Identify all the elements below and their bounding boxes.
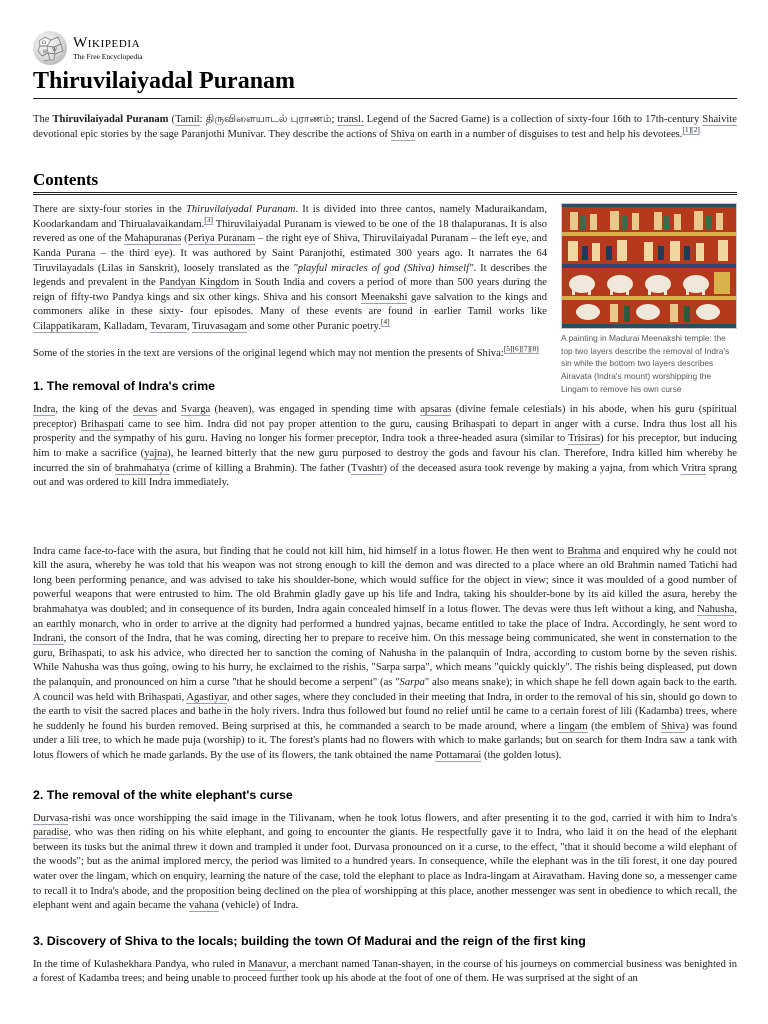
link-lingam[interactable]: lingam	[558, 720, 588, 732]
text: (	[168, 114, 176, 125]
text: sprang out and was ordered to kill Indra immediately.	[33, 462, 737, 489]
article-page	[33, 30, 737, 987]
link-kanda-purana[interactable]: Kanda Purana	[33, 247, 96, 259]
italic-text: Thiruvilaiyadal Puranam	[185, 204, 296, 216]
text: , and other sages, where they concluded in their meeting that Indra, in order to the removal of his sin, should go down to the earth to visit the sacred places and bathe in the holy rivers. Indra thus followed but found no relief until he came to a certain forest of lili (Kadamba) trees, where he suddenly he found his burden removed. Being surprised at this, he commanded a search to be made around, where a	[33, 691, 737, 732]
figure-caption: A painting in Madurai Meenakshi temple: the top two layers describe the removal of Indra's sin while the bottom two layers describes Airavata (Indra's mount) worshipping the Lingam to remove his own curse	[561, 333, 730, 394]
text: and	[157, 404, 182, 416]
link-paradise[interactable]: paradise	[33, 827, 69, 839]
text: , the consort of the Indra, that he was coming, directing her to prepare to receive him. On this message being communicated, she went in consternation to the guru, Brihaspati, to ask his advice, who directed her to sanction the coming of Nahusha in the palanquin of Indra, according to custom borne by the seven rishis. While Nahusha was thus going, owing to his hurry, he exclaimed to the rishis, "Sarpa sarpa", which means "quickly quickly". The rishis being displeased, put down the palanquin, and pronounced on him a curse "that he should become a serpent" (as "	[33, 633, 737, 689]
link-meenakshi[interactable]: Meenakshi	[360, 291, 408, 303]
text: Indra came face-to-face with the asura, but finding that he could not kill him, hid himself in a lotus flower. He then went to	[33, 545, 568, 557]
link-brahma[interactable]: Brahma	[567, 545, 601, 557]
section-1-paragraph-2	[33, 545, 737, 764]
text: The	[33, 114, 53, 125]
contents-heading: Contents	[33, 170, 737, 195]
link-agastiyar[interactable]: Agastiyar	[186, 691, 228, 703]
svg-text:Ω: Ω	[42, 40, 47, 46]
figure	[561, 203, 737, 395]
link-vritra[interactable]: Vritra	[680, 462, 706, 474]
text: gave salvation to the kings and commoners alike in these sixty- four episodes. Many of these events are found in earlier Tamil works like	[33, 291, 547, 318]
wordmark-title: Wikipedia	[73, 34, 141, 51]
link-brihaspati[interactable]: Brihaspati	[80, 418, 125, 430]
text: and some other Puranic poetry.	[246, 320, 381, 332]
text: . It describes the legends and prevalent in the	[33, 262, 547, 289]
text: : திருவிளையாடல் புராணம்;	[199, 114, 338, 125]
text: and enquired why he could not kill the asura, whereby he was told that his weapon was not strong enough to kill the demon and was directed to a place where an old Brahmin named Tatichi had long been performing penance, and was advised to take his shoulder-bone, which would suffice for the object in view; since it was moulded of a good number of powerful weapons that were entrusted to him. The old Brahmin gladly gave up his life and Indra, taking his shoulder-bone by its aid killed the asura, hereby the brahmahatya was doubled; and in consequence of its burden, Indra again concealed himself in a lotus flower. The devas were thus left without a king, and	[33, 545, 737, 616]
text: (the golden lotus).	[481, 750, 562, 761]
wordmark[interactable]	[73, 36, 143, 61]
citation-4[interactable]: [4]	[380, 317, 390, 327]
bold-title: Thiruvilaiyadal Puranam	[52, 114, 169, 125]
wordmark-tagline: The Free Encyclopedia	[73, 51, 143, 61]
text: -rishi was once worshipping the said image in the Tilivanam, when he took lotus flowers, and after presenting it to the god, carried it with him to Indra's	[68, 812, 737, 824]
link-tiruvasagam[interactable]: Tiruvasagam	[191, 320, 247, 332]
link-cilappatikaram[interactable]: Cilappatikaram	[33, 320, 99, 332]
link-tevaram[interactable]: Tevaram	[149, 320, 187, 332]
text: (vehicle) of Indra.	[218, 900, 299, 912]
svg-text:W: W	[52, 47, 58, 53]
link-svarga[interactable]: Svarga	[181, 404, 211, 416]
lead-paragraph	[33, 113, 737, 142]
section-3-paragraph-1	[33, 958, 737, 987]
text: There are sixty-four stories in the	[33, 204, 186, 216]
page-title: Thiruvilaiyadal Puranam	[33, 66, 737, 99]
link-indra[interactable]: Indra	[33, 404, 56, 416]
text: came to see him. Indra did not pay proper attention to the guru, causing Brihaspati to depart in anger with a curse. Indra thus lost all his prosperity and the sympathy of his guru. Having no longer his former preceptor, Indra took a three-headed asura (similar to	[33, 418, 738, 445]
italic-text: "playful miracles of god (Shiva) himself"	[293, 262, 474, 274]
text: (the emblem of	[587, 720, 662, 732]
text: (heaven), was engaged in spending time with	[210, 404, 421, 416]
link-yajna[interactable]: yajna	[144, 447, 168, 459]
site-header	[33, 30, 737, 66]
wikipedia-globe-logo[interactable]	[33, 31, 67, 65]
link-mahapuranas[interactable]: Mahapuranas	[124, 233, 182, 245]
temple-painting-image[interactable]	[561, 203, 737, 329]
link-devas[interactable]: devas	[133, 404, 158, 416]
text: , Kalladam,	[98, 320, 150, 332]
citation-3[interactable]: [3]	[204, 215, 214, 225]
text: , an earthly monarch, who in order to arrive at the dignity had performed a hundred yajnas, became entitled to take the place of Indra. Accordingly, he sent word to	[33, 604, 737, 630]
section-1-paragraph-1	[33, 403, 737, 491]
text: Legend of the Sacred Game) is a collection of sixty-four 16th to 17th-century	[363, 114, 703, 125]
link-vahana[interactable]: vahana	[188, 900, 219, 912]
text: Thiruvilaiyadal Puranam is viewed to be one of the 18 thalapuranas. It is also revered as one of the	[33, 218, 548, 245]
link-shiva[interactable]: Shiva	[390, 128, 415, 140]
link-tamil[interactable]: Tamil	[175, 114, 200, 125]
link-transl[interactable]: transl.	[337, 114, 364, 125]
section-heading-1: 1. The removal of Indra's crime	[33, 379, 215, 394]
text: (crime of killing a Brahmin). The father (	[169, 462, 352, 474]
text: , who was then riding on his white elephant, and going to encounter the giants. He respectfully gave it to Indra, who laid it on the head of the elephant between its tusks but the animal threw it down and trampled it under foot. Durvasa pronounced on it a curse, to the effect, "that it should become a wild elephant of the woods"; but as the animal implored mercy, the period was limited to a hundred years. In consequence, while the elephant was in the tili forest, it one day poured water over the lingam, which on enquiry, learning the nature of the case, told the elephant to place as Indra-lingam at Airavatham. Having done so, a messenger came to recall it to Indra's abode, and the proposition being declined on the plea of worshipping at this place, another messenger was sent in obedience to which recall, the elephant went and again became the	[33, 827, 737, 912]
link-trisiras[interactable]: Trisiras	[568, 433, 601, 445]
citation-5-8[interactable]: [5][6][7][8]	[503, 344, 539, 353]
link-durvasa[interactable]: Durvasa	[33, 812, 69, 824]
link-manavur[interactable]: Manavur	[248, 958, 287, 970]
text: ) of the deceased asura took revenge by making a yajna, from which	[383, 462, 681, 474]
link-nahusha[interactable]: Nahusha	[697, 604, 735, 616]
link-pandyan-kingdom[interactable]: Pandyan Kingdom	[159, 277, 240, 289]
text: ), he learned bitterly that the new guru purposed to destroy the gods and favour his clan. Therefore, Indra killed him whereby he incurred the sin of	[33, 447, 738, 474]
text: devotional epic stories by the sage Paranjothi Munivar. They describe the actions of	[33, 128, 391, 140]
citation-1-2[interactable]: [1][2]	[682, 125, 700, 135]
text: Some of the stories in the text are versions of the original legend which may not mention the presents of Shiva:	[33, 347, 504, 359]
text: " also means snake); in which shape he fell down again back to the earth. A council was held with Brihaspati,	[33, 677, 737, 703]
svg-text:И: И	[43, 50, 47, 55]
text: , a merchant named Tanan-shayen, in the course of his journeys on commercial business was benighted in a forest of Kadamba trees; and being unable to proceed further took up his abode at the foot of one of them. He was surprised at the sight of an	[33, 958, 737, 985]
link-tvashtr[interactable]: Tvashtr	[351, 462, 384, 474]
link-apsaras[interactable]: apsaras	[420, 404, 452, 416]
text: In the time of Kulashekhara Pandya, who ruled in	[33, 958, 249, 970]
text: . It is divided into three cantos, namely Maduraikandam, Koodarkandam and Thirualavaikandam.	[33, 204, 547, 230]
section-heading-2: 2. The removal of the white elephant's curse	[33, 787, 293, 802]
text: – the third eye). It was authored by Saint Paranjothi, estimated 300 years ago. It narrates the 64 Tiruvilayadals (Lilas in Sanskrit), loosely translated as the	[33, 247, 547, 274]
italic-text: Sarpa	[399, 677, 425, 689]
link-shiva-2[interactable]: Shiva	[661, 720, 686, 732]
text: ) for his preceptor, but inducing him to make a sacrifice (	[33, 433, 737, 459]
section-heading-3: 3. Discovery of Shiva to the locals; building the town Of Madurai and the reign of the first king	[33, 933, 586, 948]
link-pottamarai[interactable]: Pottamarai	[435, 750, 482, 761]
link-shaivite[interactable]: Shaivite	[702, 114, 737, 125]
text: ) was found under a lili tree, to which he made puja (worship) to it. The forest's plants had no flowers with which to make garlands; but on search for them Indra saw a tank with lotus flowers of which he made garlands. By the use of its flowers, the tank obtained the name	[33, 720, 738, 761]
text: , the king of the	[55, 404, 134, 416]
text: (	[181, 233, 188, 245]
text: on earth in a number of disguises to test and help his devotees.	[414, 128, 683, 140]
section-2-paragraph-1	[33, 812, 737, 914]
link-periya-puranam[interactable]: Periya Puranam	[187, 233, 256, 245]
text: in South India and covers a period of more than 500 years during the reign of fifty-two Pandya kings and six other kings. Shiva and his consort	[33, 277, 547, 303]
text: – the right eye of Shiva, Thiruvilaiyadal Puranam – the left eye, and	[255, 233, 547, 245]
link-indrani[interactable]: Indrani	[33, 633, 64, 645]
link-brahmahatya[interactable]: brahmahatya	[114, 462, 170, 474]
text: ,	[186, 320, 192, 332]
text: (divine female celestials) in his abode, when his guru (spiritual preceptor)	[33, 404, 738, 430]
